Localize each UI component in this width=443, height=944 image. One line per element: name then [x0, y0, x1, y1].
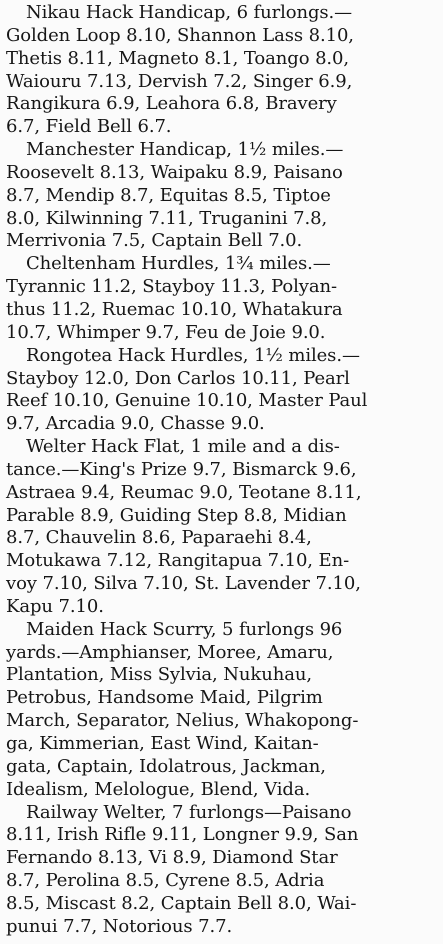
text-line: [6, 71, 440, 94]
line-text: 8.7, Chauvelin 8.6, Paparaehi 8.4,: [6, 527, 312, 549]
line-text: 9.7, Arcadia 9.0, Chasse 9.0.: [6, 413, 265, 435]
line-text: 8.5, Miscast 8.2, Captain Bell 8.0, Wai-: [6, 892, 357, 914]
line-text: 8.11, Irish Rifle 9.11, Longner 9.9, San: [6, 824, 359, 846]
text-line: [6, 299, 440, 322]
line-text: Motukawa 7.12, Rangitapua 7.10, En-: [6, 550, 350, 572]
text-line: [6, 413, 440, 436]
text-line: [6, 687, 440, 710]
text-line: [6, 756, 440, 779]
text-line: [6, 893, 440, 916]
text-line: [6, 664, 440, 687]
text-line: [6, 322, 440, 345]
line-text: March, Separator, Nelius, Whakopong-: [6, 710, 359, 732]
text-line: [6, 710, 440, 733]
text-line: [6, 870, 440, 893]
line-text: voy 7.10, Silva 7.10, St. Lavender 7.10,: [6, 573, 361, 595]
line-text: ga, Kimmerian, East Wind, Kaitan-: [6, 733, 319, 754]
text-line: [6, 573, 440, 596]
line-text: yards.—Amphianser, Moree, Amaru,: [6, 641, 334, 663]
text-line: [6, 916, 440, 939]
race-heading-line: [6, 253, 440, 276]
line-text: Thetis 8.11, Magneto 8.1, Toango 8.0,: [6, 47, 350, 69]
line-text: gata, Captain, Idolatrous, Jackman,: [6, 755, 326, 777]
text-line: [6, 368, 440, 391]
text-line: [6, 48, 440, 71]
line-text: Welter Hack Flat, 1 mile and a dis-: [26, 436, 340, 458]
race-entry: [6, 345, 440, 436]
text-line: [6, 93, 440, 116]
line-text: Rongotea Hack Hurdles, 1½ miles.—: [26, 344, 360, 366]
line-text: 8.0, Kilwinning 7.11, Truganini 7.8,: [6, 207, 328, 229]
line-text: Plantation, Miss Sylvia, Nukuhau,: [6, 664, 312, 686]
line-text: punui 7.7, Notorious 7.7.: [6, 915, 233, 937]
race-entry: [6, 436, 440, 619]
line-text: Petrobus, Handsome Maid, Pilgrim: [6, 687, 323, 709]
text-line: [6, 116, 440, 139]
line-text: Merrivonia 7.5, Captain Bell 7.0.: [6, 230, 303, 252]
race-entry: [6, 2, 440, 139]
line-text: Kapu 7.10.: [6, 595, 104, 617]
text-line: [6, 733, 440, 756]
text-line: [6, 276, 440, 299]
race-heading-line: [6, 139, 440, 162]
text-line: [6, 230, 440, 253]
text-line: [6, 459, 440, 482]
race-heading-line: [6, 619, 440, 642]
line-text: tance.—King's Prize 9.7, Bismarck 9.6,: [6, 458, 357, 480]
text-line: [6, 390, 440, 413]
text-line: [6, 596, 440, 619]
line-text: Maiden Hack Scurry, 5 furlongs 96: [26, 618, 343, 640]
race-entry: [6, 253, 440, 344]
text-line: [6, 482, 440, 505]
line-text: Tyrannic 11.2, Stayboy 11.3, Polyan-: [6, 276, 337, 298]
race-entry: [6, 139, 440, 253]
line-text: thus 11.2, Ruemac 10.10, Whatakura: [6, 298, 343, 320]
line-text: Nikau Hack Handicap, 6 furlongs.—: [26, 2, 353, 23]
line-text: Roosevelt 8.13, Waipaku 8.9, Paisano: [6, 161, 343, 183]
text-line: [6, 162, 440, 185]
text-line: [6, 847, 440, 870]
line-text: Golden Loop 8.10, Shannon Lass 8.10,: [6, 24, 354, 46]
line-text: Stayboy 12.0, Don Carlos 10.11, Pearl: [6, 367, 350, 389]
text-line: [6, 505, 440, 528]
race-heading-line: [6, 345, 440, 368]
line-text: 8.7, Mendip 8.7, Equitas 8.5, Tiptoe: [6, 184, 331, 206]
line-text: Idealism, Melologue, Blend, Vida.: [6, 778, 311, 800]
line-text: Astraea 9.4, Reumac 9.0, Teotane 8.11,: [6, 481, 362, 503]
line-text: Parable 8.9, Guiding Step 8.8, Midian: [6, 504, 347, 526]
race-entry: [6, 802, 440, 939]
text-line: [6, 527, 440, 550]
race-heading-line: [6, 802, 440, 825]
text-line: [6, 824, 440, 847]
line-text: Railway Welter, 7 furlongs—Paisano: [26, 801, 352, 823]
line-text: Waiouru 7.13, Dervish 7.2, Singer 6.9,: [6, 70, 353, 92]
line-text: 10.7, Whimper 9.7, Feu de Joie 9.0.: [6, 321, 326, 343]
text-line: [6, 208, 440, 231]
text-line: [6, 550, 440, 573]
race-heading-line: [6, 436, 440, 459]
text-line: [6, 185, 440, 208]
race-entry: [6, 619, 440, 802]
line-text: Cheltenham Hurdles, 1¾ miles.—: [26, 253, 331, 275]
line-text: Fernando 8.13, Vi 8.9, Diamond Star: [6, 847, 338, 869]
line-text: Reef 10.10, Genuine 10.10, Master Paul: [6, 390, 368, 412]
line-text: Rangikura 6.9, Leahora 6.8, Bravery: [6, 93, 337, 115]
line-text: 6.7, Field Bell 6.7.: [6, 116, 172, 138]
race-heading-line: [6, 2, 440, 25]
text-line: [6, 642, 440, 665]
line-text: Manchester Handicap, 1½ miles.—: [26, 139, 344, 161]
line-text: 8.7, Perolina 8.5, Cyrene 8.5, Adria: [6, 870, 325, 892]
text-line: [6, 779, 440, 802]
text-line: [6, 25, 440, 48]
